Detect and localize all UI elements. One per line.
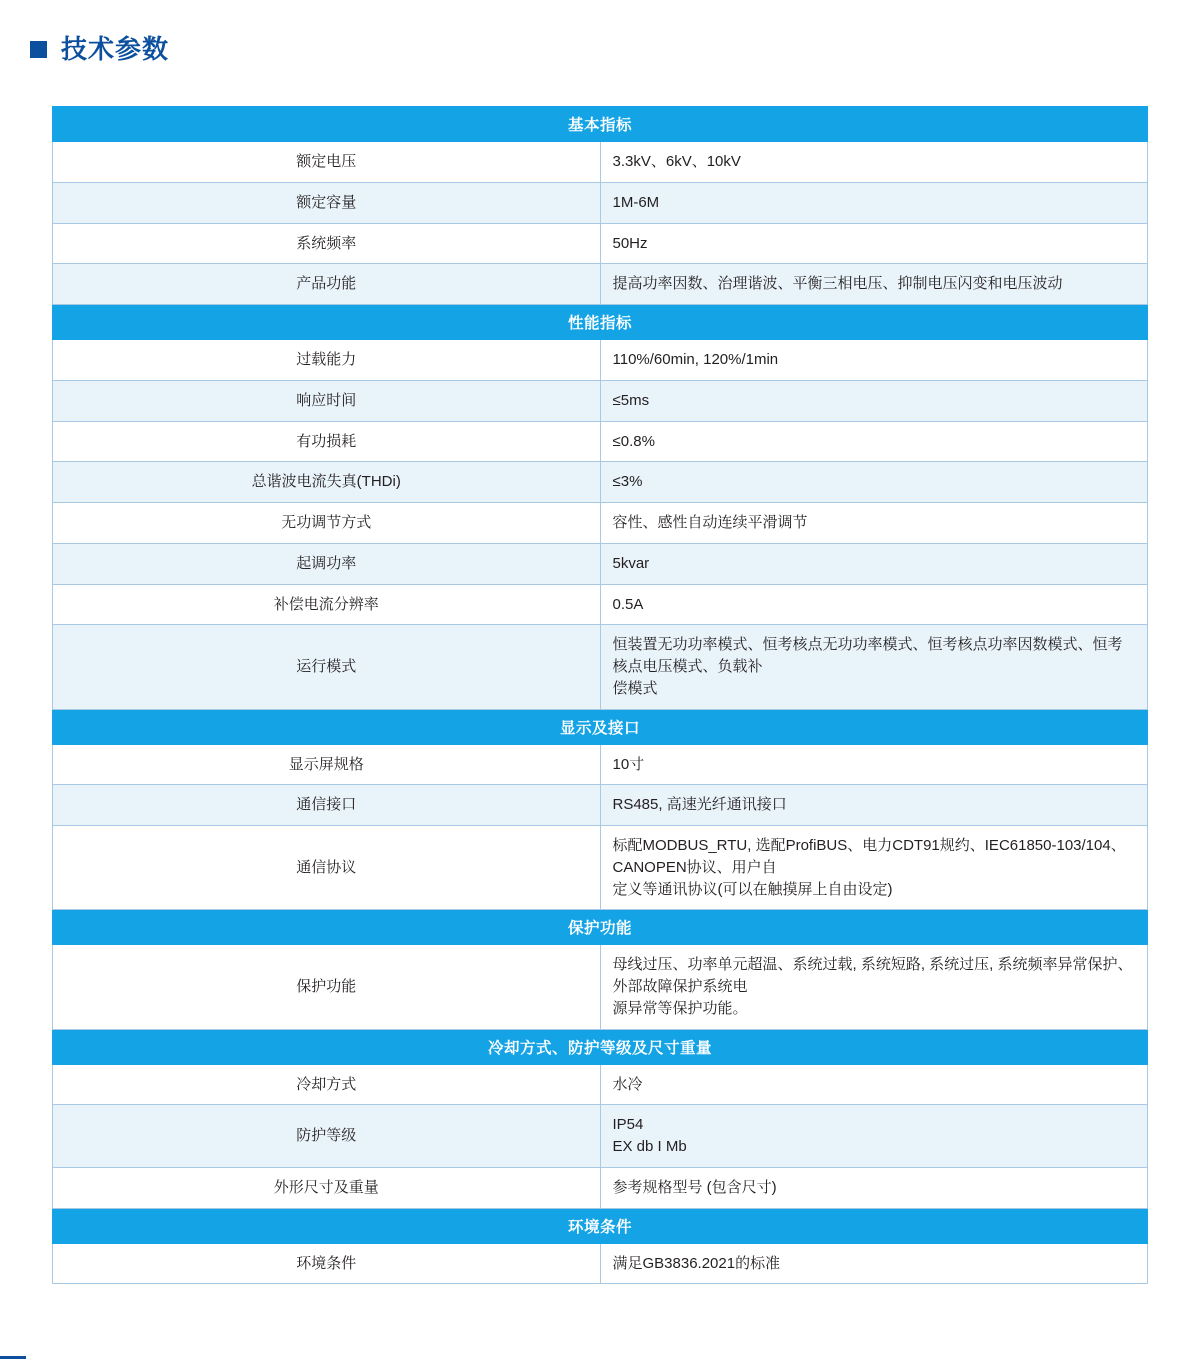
table-row-label: 额定电压 — [53, 142, 601, 183]
table-row-value-line: 10寸 — [612, 755, 645, 773]
table-row-value-line: 5kvar — [612, 554, 650, 572]
table-row — [53, 503, 1148, 544]
table-row-value-line: 提高功率因数、治理谐波、平衡三相电压、抑制电压闪变和电压波动 — [612, 275, 1063, 293]
table-row-value — [600, 421, 1148, 462]
table-group-title: 冷却方式、防护等级及尺寸重量 — [53, 1029, 1148, 1064]
table-group-title: 保护功能 — [53, 910, 1148, 945]
table-row — [53, 223, 1148, 264]
table-row-value-line: 母线过压、功率单元超温、系统过载, 系统短路, 系统过压, 系统频率异常保护、外部故障保护系统电 — [612, 956, 1133, 995]
table-row-label: 有功损耗 — [53, 421, 601, 462]
table-row-value-line: ≤5ms — [612, 391, 650, 409]
table-row — [53, 785, 1148, 826]
table-row — [53, 142, 1148, 183]
table-row-label: 环境条件 — [53, 1243, 601, 1284]
table-row-value-line: 0.5A — [612, 595, 644, 613]
table-row-value — [600, 826, 1148, 910]
table-row-value — [600, 584, 1148, 625]
table-row — [53, 1167, 1148, 1208]
table-group-title: 性能指标 — [53, 305, 1148, 340]
table-row-label: 无功调节方式 — [53, 503, 601, 544]
table-row-label: 通信接口 — [53, 785, 601, 826]
table-row-value — [600, 1243, 1148, 1284]
table-row-value-line: ≤3% — [612, 473, 643, 491]
table-row-label: 运行模式 — [53, 625, 601, 709]
heading-square-icon — [30, 41, 47, 58]
table-row-value — [600, 380, 1148, 421]
table-row-value-line: IP54 — [612, 1116, 644, 1134]
table-row-value-line: 偿模式 — [612, 679, 658, 697]
technical-parameters-table — [52, 106, 1148, 1284]
table-group-header-row — [53, 107, 1148, 142]
table-row — [53, 462, 1148, 503]
table-row — [53, 340, 1148, 381]
table-row-label: 产品功能 — [53, 264, 601, 305]
table-row — [53, 1243, 1148, 1284]
table-row-value — [600, 1064, 1148, 1105]
table-row-value — [600, 503, 1148, 544]
table-row-value — [600, 142, 1148, 183]
table-row-value-line: 标配MODBUS_RTU, 选配ProfiBUS、电力CDT91规约、IEC61850-103/104、CANOPEN协议、用户自 — [612, 837, 1126, 876]
table-row-value — [600, 625, 1148, 709]
table-row-label: 显示屏规格 — [53, 744, 601, 785]
table-row-value — [600, 182, 1148, 223]
table-row-label: 补偿电流分辨率 — [53, 584, 601, 625]
table-row-value — [600, 945, 1148, 1029]
table-row — [53, 421, 1148, 462]
table-row — [53, 264, 1148, 305]
table-group-title: 环境条件 — [53, 1208, 1148, 1243]
table-group-header-row — [53, 1029, 1148, 1064]
table-row-value — [600, 785, 1148, 826]
table-row-label: 外形尺寸及重量 — [53, 1167, 601, 1208]
table-row-value-line: ≤0.8% — [612, 432, 655, 450]
section-heading — [30, 36, 169, 62]
table-row-value — [600, 340, 1148, 381]
table-row — [53, 826, 1148, 910]
table-row-value-line: 源异常等保护功能。 — [612, 999, 748, 1017]
table-row-value-line: EX db I Mb — [612, 1138, 687, 1155]
table-row — [53, 1105, 1148, 1168]
table-row-value-line: 水冷 — [612, 1075, 643, 1093]
table-row-value — [600, 543, 1148, 584]
table-row-label: 总谐波电流失真(THDi) — [53, 462, 601, 503]
page-corner-rule — [0, 1356, 26, 1359]
table-row-label: 通信协议 — [53, 826, 601, 910]
table-group-header-row — [53, 305, 1148, 340]
table-row — [53, 1064, 1148, 1105]
table-row-value — [600, 264, 1148, 305]
table-row-label: 系统频率 — [53, 223, 601, 264]
table-row-value — [600, 1167, 1148, 1208]
table-row-value-line: 定义等通讯协议(可以在触摸屏上自由设定) — [612, 880, 893, 898]
table-row-value-line: 50Hz — [612, 234, 648, 252]
table-row-label: 起调功率 — [53, 543, 601, 584]
table-row-value-line: 满足GB3836.2021的标准 — [612, 1254, 781, 1272]
table-row-value-line: 参考规格型号 (包含尺寸) — [612, 1178, 777, 1196]
table-group-header-row — [53, 1208, 1148, 1243]
table-group-title: 基本指标 — [53, 107, 1148, 142]
table-row — [53, 945, 1148, 1029]
table-row-value-line: RS485, 高速光纤通讯接口 — [612, 796, 787, 814]
table-row — [53, 543, 1148, 584]
table-row-label: 保护功能 — [53, 945, 601, 1029]
table-row-value — [600, 223, 1148, 264]
table-row-label: 防护等级 — [53, 1105, 601, 1168]
table-row — [53, 380, 1148, 421]
table-group-title: 显示及接口 — [53, 709, 1148, 744]
table-row-label: 冷却方式 — [53, 1064, 601, 1105]
page-title: 技术参数 — [61, 34, 170, 64]
table-row-value-line: 容性、感性自动连续平滑调节 — [612, 514, 808, 531]
table-row-value-line: 3.3kV、6kV、10kV — [612, 153, 741, 170]
table-row — [53, 744, 1148, 785]
table-row-value — [600, 744, 1148, 785]
table-row-value — [600, 462, 1148, 503]
table-row — [53, 182, 1148, 223]
table-row-label: 额定容量 — [53, 182, 601, 223]
table-row-value-line: 恒装置无功功率模式、恒考核点无功功率模式、恒考核点功率因数模式、恒考核点电压模式、负载补 — [612, 636, 1123, 675]
table-row-label: 响应时间 — [53, 380, 601, 421]
table-row — [53, 625, 1148, 709]
table-group-header-row — [53, 709, 1148, 744]
table-row-label: 过载能力 — [53, 340, 601, 381]
table-row-value — [600, 1105, 1148, 1168]
table-row-value-line: 1M-6M — [612, 193, 660, 211]
table-row-value-line: 110%/60min, 120%/1min — [612, 351, 779, 368]
table-group-header-row — [53, 910, 1148, 945]
table-row — [53, 584, 1148, 625]
